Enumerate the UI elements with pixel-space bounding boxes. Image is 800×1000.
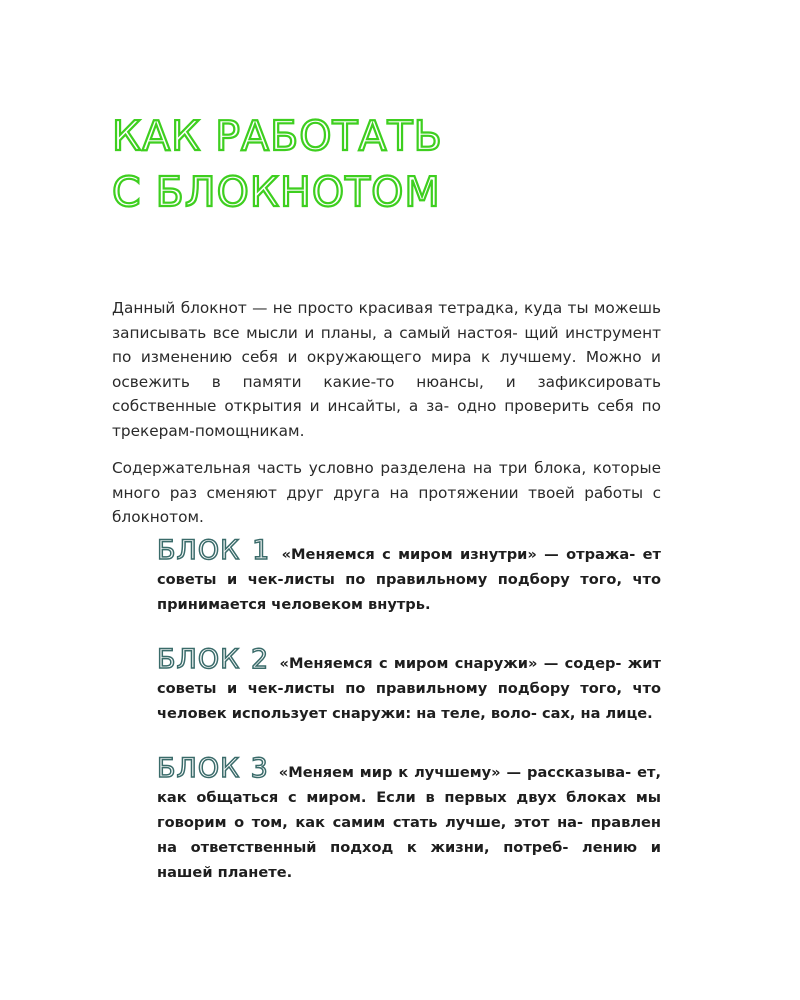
- block-1-description: — отража- ет советы и чек-листы по правильному подбору того, что принимается человеком внутрь.: [157, 546, 661, 613]
- block-1: [157, 535, 661, 617]
- intro-text: [112, 296, 661, 543]
- intro-paragraph-2: Содержательная часть условно разделена на три блока, которые много раз сменяют друг друга на протяжении твоей работы с блокнотом.: [112, 459, 661, 526]
- block-2-description: — содер- жит советы и чек-листы по правильному подбору того, что человек использует снаружи: на теле, воло- сах, на лице.: [157, 655, 661, 722]
- block-2: [157, 644, 661, 726]
- page-title-line-2: С БЛОКНОТОМ: [112, 168, 441, 216]
- page-title: [112, 108, 672, 220]
- blocks-list: [157, 535, 661, 915]
- block-3: [157, 753, 661, 885]
- block-3-label: БЛОК 3: [157, 753, 269, 784]
- block-1-label: БЛОК 1: [157, 535, 271, 566]
- intro-paragraph-1: Данный блокнот — не просто красивая тетрадка, куда ты можешь записывать все мысли и планы, а самый настоя- щий инструмент по изменению себя и окружающего мира к лучшему. Можно и освежить в памяти какие-то нюансы, и зафиксировать собственные открытия и инсайты, а за- одно проверить себя по трекерам-помощникам.: [112, 299, 661, 440]
- block-3-name: «Меняем мир к лучшему»: [278, 764, 501, 781]
- block-2-label: БЛОК 2: [157, 644, 270, 675]
- page-title-line-1: КАК РАБОТАТЬ: [112, 112, 443, 160]
- block-1-name: «Меняемся с миром изнутри»: [281, 546, 537, 563]
- block-3-description: — рассказыва- ет, как общаться с миром. Если в первых двух блоках мы говорим о том, как самим стать лучше, этот на- правлен на ответственный подход к жизни, потреб- лению и нашей планете.: [157, 764, 661, 881]
- block-2-name: «Меняемся с миром снаружи»: [279, 655, 538, 672]
